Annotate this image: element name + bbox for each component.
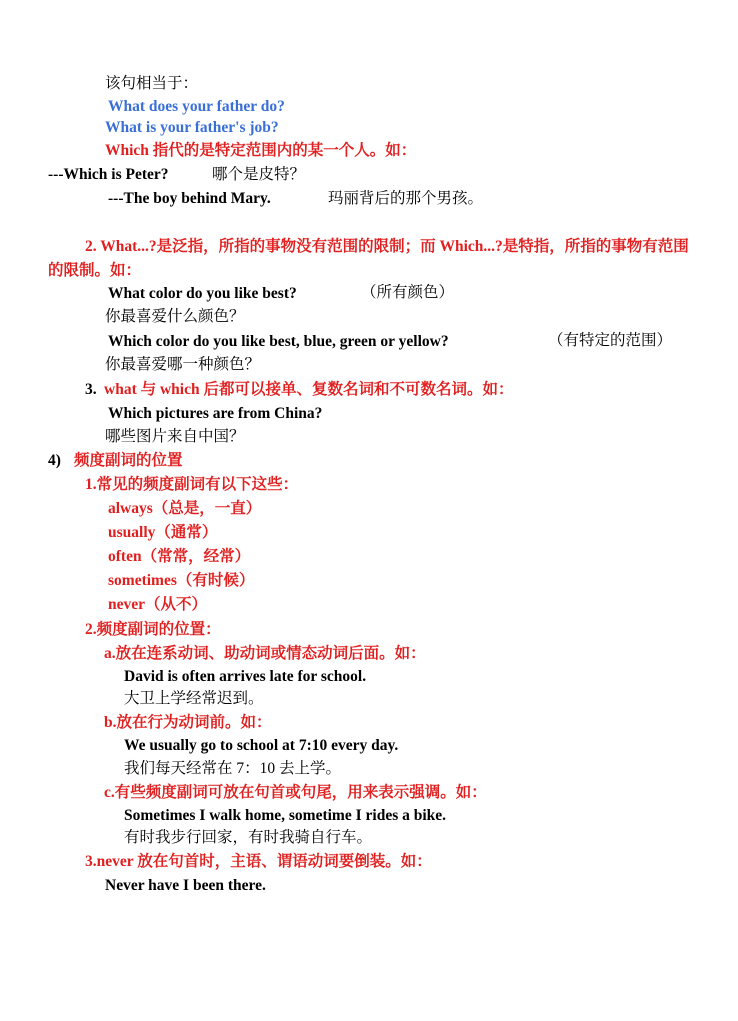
example-sentence: ---The boy behind Mary.: [108, 190, 271, 207]
example-sentence: Which color do you like best, blue, green or yellow?: [108, 333, 449, 350]
adverb-item: always（总是，一直）: [108, 500, 262, 517]
translation: 我们每天经常在 7：10 去上学。: [124, 760, 342, 777]
annotation: （所有颜色）: [361, 284, 455, 301]
annotation: （有特定的范围）: [548, 332, 673, 349]
section-number: 4): [48, 452, 61, 469]
rule-text: c.有些频度副词可放在句首或句尾，用来表示强调。如：: [104, 784, 487, 801]
rule-text: Which 指代的是特定范围内的某一个人。如：: [105, 142, 417, 159]
rule-number: 3.: [85, 381, 97, 398]
translation: 哪个是皮特？: [212, 166, 306, 183]
translation: 哪些图片来自中国？: [105, 428, 245, 445]
example-sentence: Never have I been there.: [105, 877, 266, 894]
rule-paragraph: 2. What...?是泛指，所指的事物没有范围的限制；而 Which...?是特指，所指的事物有范围的限制。如：: [48, 238, 689, 279]
translation: 有时我步行回家，有时我骑自行车。: [124, 829, 373, 846]
translation: 你最喜爱哪一种颜色？: [105, 356, 261, 373]
adverb-item: never（从不）: [108, 596, 208, 613]
intro-line: 该句相当于：: [105, 75, 199, 92]
adverb-item: sometimes（有时候）: [108, 572, 255, 589]
rule-text: b.放在行为动词前。如：: [104, 714, 272, 731]
translation: 你最喜爱什么颜色？: [105, 308, 245, 325]
example-sentence: ---Which is Peter?: [48, 166, 169, 183]
subheading: 1.常见的频度副词有以下这些：: [85, 476, 299, 493]
example-question: What does your father do?: [108, 98, 285, 115]
example-sentence: What color do you like best?: [108, 285, 297, 302]
subheading: 2.频度副词的位置：: [85, 621, 221, 638]
rule-text: a.放在连系动词、助动词或情态动词后面。如：: [104, 645, 426, 662]
adverb-item: often（常常，经常）: [108, 548, 251, 565]
section-heading: 频度副词的位置: [74, 452, 183, 469]
adverb-item: usually（通常）: [108, 524, 218, 541]
translation: 玛丽背后的那个男孩。: [328, 190, 484, 207]
translation: 大卫上学经常迟到。: [124, 690, 264, 707]
example-sentence: Which pictures are from China?: [108, 405, 323, 422]
example-sentence: Sometimes I walk home, sometime I rides a bike.: [124, 807, 447, 824]
example-sentence: We usually go to school at 7:10 every day.: [124, 737, 399, 754]
rule-text: what 与 which 后都可以接单、复数名词和不可数名词。如：: [104, 381, 514, 398]
example-question: What is your father's job?: [105, 119, 279, 136]
example-sentence: David is often arrives late for school.: [124, 668, 367, 685]
subheading: 3.never 放在句首时，主语、谓语动词要倒装。如：: [85, 853, 432, 870]
